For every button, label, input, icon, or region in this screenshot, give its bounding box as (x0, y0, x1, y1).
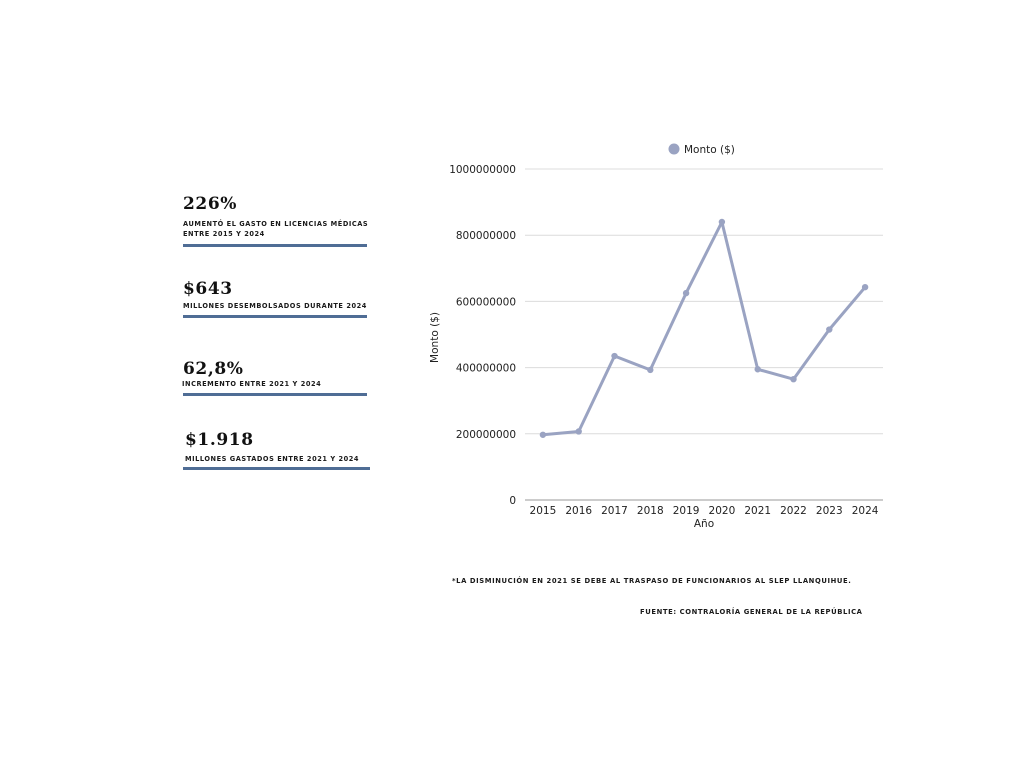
x-tick-label: 2020 (708, 505, 736, 517)
x-tick-label: 2019 (672, 505, 700, 517)
stat-block-3 (183, 359, 321, 390)
stat-divider (183, 244, 367, 247)
data-point (540, 432, 546, 438)
y-tick-label: 0 (509, 495, 516, 507)
y-tick-label: 1000000000 (449, 164, 516, 176)
stat-value: $1.918 (185, 430, 254, 450)
data-point (576, 428, 582, 434)
y-tick-label: 200000000 (455, 428, 516, 441)
stat-label (185, 455, 359, 465)
stat-value: 226% (183, 194, 238, 214)
data-point (719, 219, 725, 225)
footnote: *LA DISMINUCIÓN EN 2021 SE DEBE AL TRASPASO DE FUNCIONARIOS AL SLEP LLANQUIHUE. (452, 577, 852, 585)
stat-label-line: INCREMENTO ENTRE 2021 Y 2024 (182, 380, 322, 388)
stat-label (182, 380, 321, 390)
y-tick-label: 800000000 (455, 230, 516, 243)
stat-block-4 (185, 430, 359, 465)
stat-label-line: AUMENTÓ EL GASTO EN LICENCIAS MÉDICAS (183, 220, 369, 228)
data-point (826, 326, 832, 332)
stat-value: 62,8% (183, 359, 244, 379)
x-tick-label: 2023 (815, 505, 843, 517)
stat-divider (183, 315, 367, 318)
data-point (611, 353, 617, 359)
stat-divider (183, 393, 367, 396)
data-point (862, 284, 868, 290)
y-tick-label: 400000000 (455, 362, 516, 375)
stat-block-1 (183, 194, 368, 239)
y-axis-title: Monto ($) (429, 312, 441, 363)
stat-label-line: MILLONES DESEMBOLSADOS DURANTE 2024 (183, 302, 367, 310)
x-tick-label: 2024 (851, 505, 879, 517)
x-tick-label: 2015 (529, 505, 557, 517)
data-point (790, 376, 796, 382)
source-note: FUENTE: CONTRALORÍA GENERAL DE LA REPÚBLICA (640, 608, 863, 616)
stat-label (183, 302, 367, 312)
series-line (543, 222, 865, 435)
stat-block-2 (183, 279, 367, 312)
stat-label (183, 220, 368, 239)
x-tick-label: 2018 (636, 505, 664, 517)
y-tick-label: 600000000 (455, 296, 516, 309)
data-point (683, 290, 689, 296)
legend-marker (669, 144, 680, 155)
x-axis-title: Año (693, 518, 715, 530)
x-tick-label: 2017 (601, 505, 628, 517)
data-point (647, 367, 653, 373)
x-tick-label: 2021 (744, 505, 772, 517)
stat-label-line: MILLONES GASTADOS ENTRE 2021 Y 2024 (185, 455, 360, 463)
stat-label-line: ENTRE 2015 Y 2024 (183, 229, 265, 238)
x-tick-label: 2022 (780, 505, 807, 517)
x-tick-label: 2016 (565, 505, 593, 517)
data-point (755, 366, 761, 372)
line-chart (420, 130, 900, 540)
stat-divider (183, 467, 370, 470)
legend-label: Monto ($) (684, 144, 735, 156)
stat-value: $643 (183, 279, 233, 299)
